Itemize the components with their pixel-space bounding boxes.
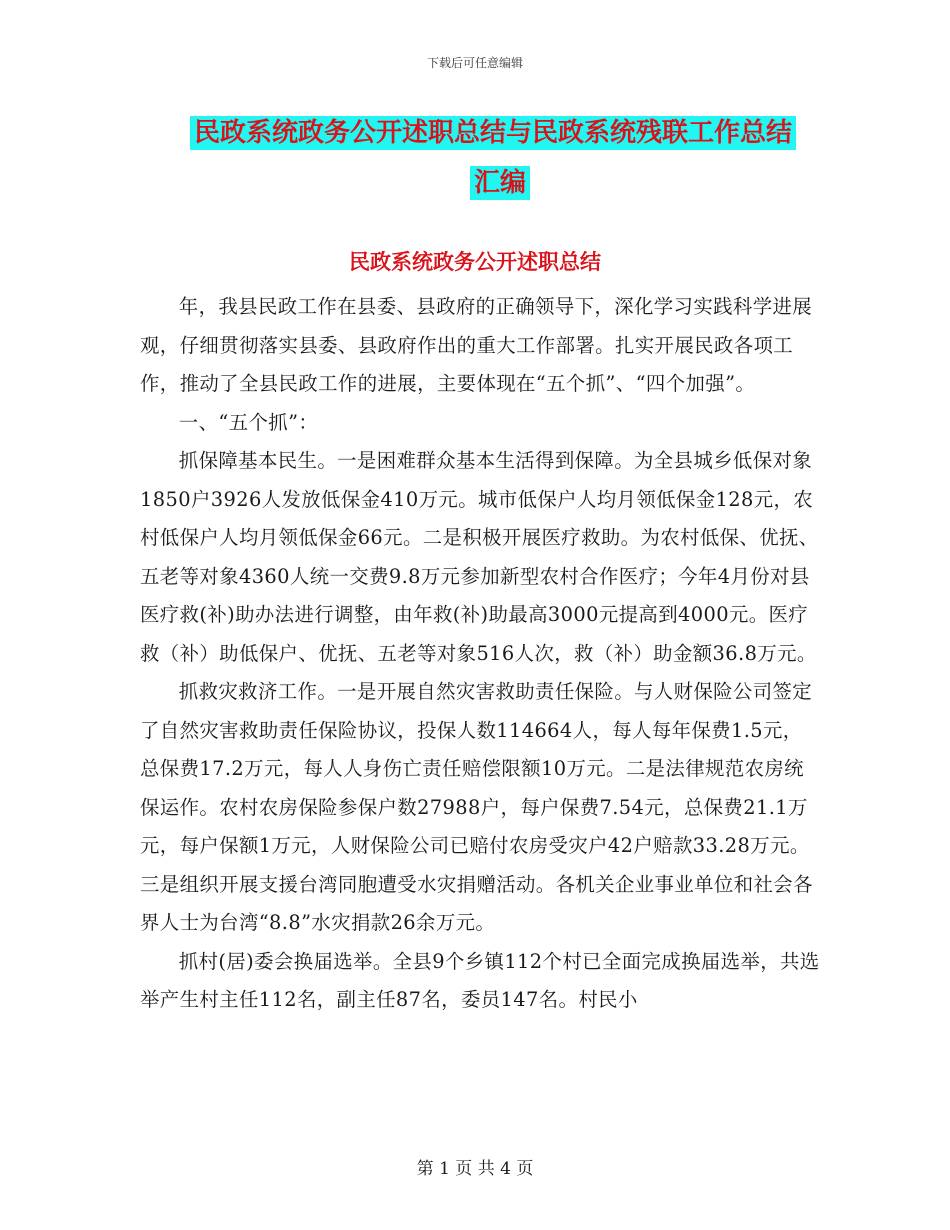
page-footer: 第 1 页 共 4 页: [416, 1159, 534, 1179]
paragraph: 抓村(居)委会换届选举。全县9个乡镇112个村已全面完成换届选举，共选举产生村主任112名，副主任87名，委员147名。村民小: [140, 949, 820, 1011]
page-header-note: 下载后可任意编辑: [426, 56, 523, 70]
paragraph: 抓保障基本民生。一是困难群众基本生活得到保障。为全县城乡低保对象1850户3926人发放低保金410万元。城市低保户人均月领低保金128元，农村低保户人均月领低保金66元。二是积极开展医疗救助。为农村低保、优抚、五老等对象4360人统一交费9.8万元参加新型农村合作医疗；今年4月份对县医疗救(补)助办法进行调整，由年救(补)助最高3000元提高到4000元。医疗救（补）助低保户、优抚、五老等对象516人次，救（补）助金额36.8万元。: [140, 449, 819, 665]
document-title-line-1: 民政系统政务公开述职总结与民政系统残联工作总结: [190, 116, 796, 150]
document-title: [150, 108, 850, 208]
section-title: 民政系统政务公开述职总结: [349, 250, 601, 274]
paragraph: 抓救灾救济工作。一是开展自然灾害救助责任保险。与人财保险公司签定了自然灾害救助责任保险协议，投保人数114664人，每人每年保费1.5元，总保费17.2万元，每人人身伤亡责任赔偿限额10万元。二是法律规范农房统保运作。农村农房保险参保户数27988户，每户保费7.54元，总保费21.1万元，每户保额1万元，人财保险公司已赔付农房受灾户42户赔款33.28万元。三是组织开展支援台湾同胞遭受水灾捐赠活动。各机关企业事业单位和社会各界人士为台湾“8.8”水灾捐款26余万元。: [140, 680, 813, 934]
paragraph: 年，我县民政工作在县委、县政府的正确领导下，深化学习实践科学进展观，仔细贯彻落实县委、县政府作出的重大工作部署。扎实开展民政各项工作，推动了全县民政工作的进展，主要体现在“五个抓”、“四个加强”。: [140, 295, 813, 395]
document-title-line-2: 汇编: [470, 166, 530, 200]
paragraph: 一、“五个抓”：: [178, 410, 319, 434]
body-text: [140, 288, 820, 1020]
